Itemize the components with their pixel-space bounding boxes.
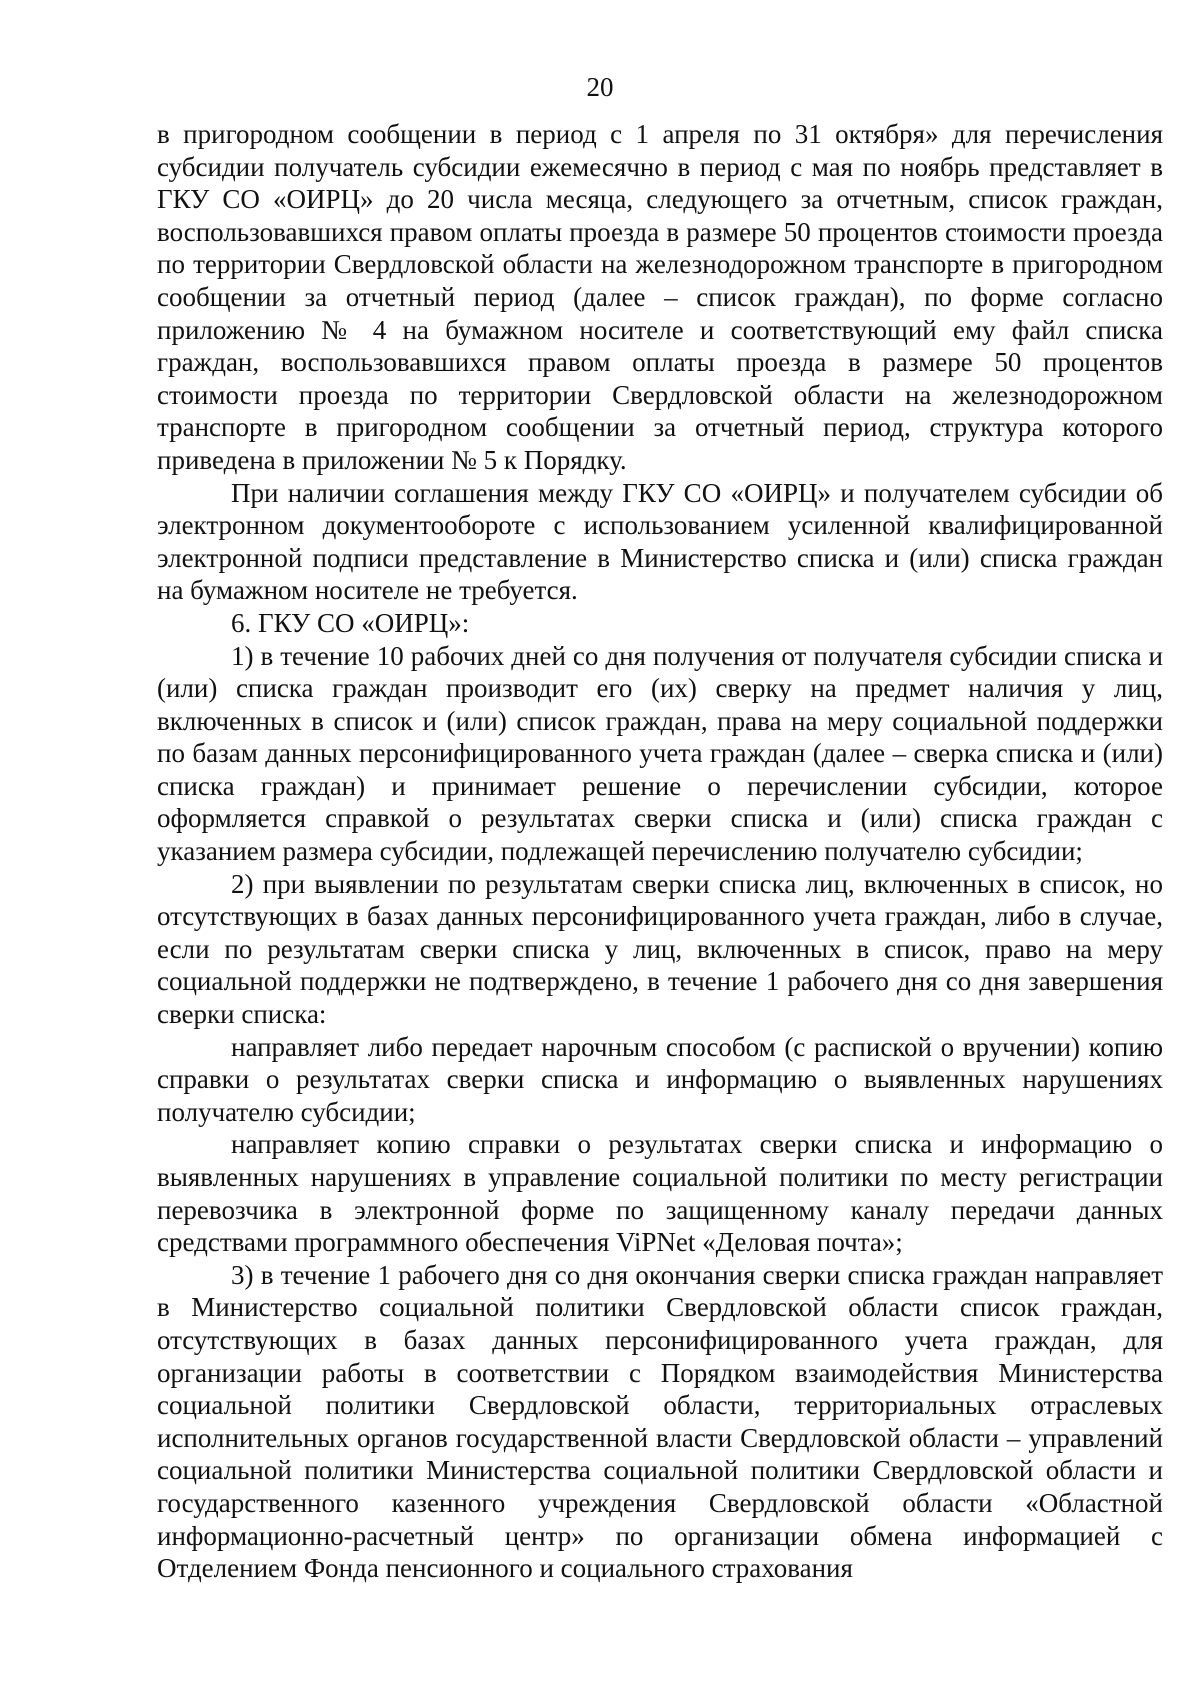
paragraph-electronic-workflow: При наличии соглашения между ГКУ СО «ОИРЦ» и получателем субсидии об электронном документообороте с использованием усиленной квалифицированной электронной подписи представление в Министерство списка и (или) списка граждан на бумажном носителе не требуется. [157,477,1163,606]
page-number: 20 [586,72,614,102]
list-item-2: 2) при выявлении по результатам сверки списка лиц, включенных в список, но отсутствующих в базах данных персонифицированного учета граждан, либо в случае, если по результатам сверки списка у лиц, включенных в список, право на меру социальной поддержки не подтверждено, в течение 1 рабочего дня со дня завершения сверки списка: [157,868,1163,1030]
document-body [157,118,1163,1585]
paragraph-continuation: в пригородном сообщении в период с 1 апреля по 31 октября» для перечисления субсидии получатель субсидии ежемесячно в период с мая по ноябрь представляет в ГКУ СО «ОИРЦ» до 20 числа месяца, следующего за отчетным, список граждан, воспользовавшихся правом оплаты проезда в размере 50 процентов стоимости проезда по территории Свердловской области на железнодорожном транспорте в пригородном сообщении за отчетный период (далее – список граждан), по форме согласно приложению № 4 на бумажном носителе и соответствующий ему файл списка граждан, воспользовавшихся правом оплаты проезда в размере 50 процентов стоимости проезда по территории Свердловской области на железнодорожном транспорте в пригородном сообщении за отчетный период, структура которого приведена в приложении № 5 к Порядку. [157,119,1163,475]
section-heading-6: 6. ГКУ СО «ОИРЦ»: [231,607,470,638]
list-item-1: 1) в течение 10 рабочих дней со дня получения от получателя субсидии списка и (или) списка граждан производит его (их) сверку на предмет наличия у лиц, включенных в список и (или) список граждан, права на меру социальной поддержки по базам данных персонифицированного учета граждан (далее – сверка списка и (или) списка граждан) и принимает решение о перечислении субсидии, которое оформляется справкой о результатах сверки списка и (или) списка граждан с указанием размера субсидии, подлежащей перечислению получателю субсидии; [157,640,1163,867]
paragraph-send-copy-to-recipient: направляет либо передает нарочным способом (с распиской о вручении) копию справки о результатах сверки списка и информацию о выявленных нарушениях получателю субсидии; [157,1031,1163,1127]
list-item-3: 3) в течение 1 рабочего дня со дня окончания сверки списка граждан направляет в Министерство социальной политики Свердловской области список граждан, отсутствующих в базах данных персонифицированного учета граждан, для организации работы в соответствии с Порядком взаимодействия Министерства социальной политики Свердловской области, территориальных отраслевых исполнительных органов государственной власти Свердловской области – управлений социальной политики Министерства социальной политики Свердловской области и государственного казенного учреждения Свердловской области «Областной информационно-расчетный центр» по организации обмена информацией с Отделением Фонда пенсионного и социального страхования [157,1259,1163,1584]
paragraph-send-copy-to-department: направляет копию справки о результатах сверки списка и информацию о выявленных нарушениях в управление социальной политики по месту регистрации перевозчика в электронной форме по защищенному каналу передачи данных средствами программного обеспечения ViPNet «Деловая почта»; [157,1129,1163,1258]
